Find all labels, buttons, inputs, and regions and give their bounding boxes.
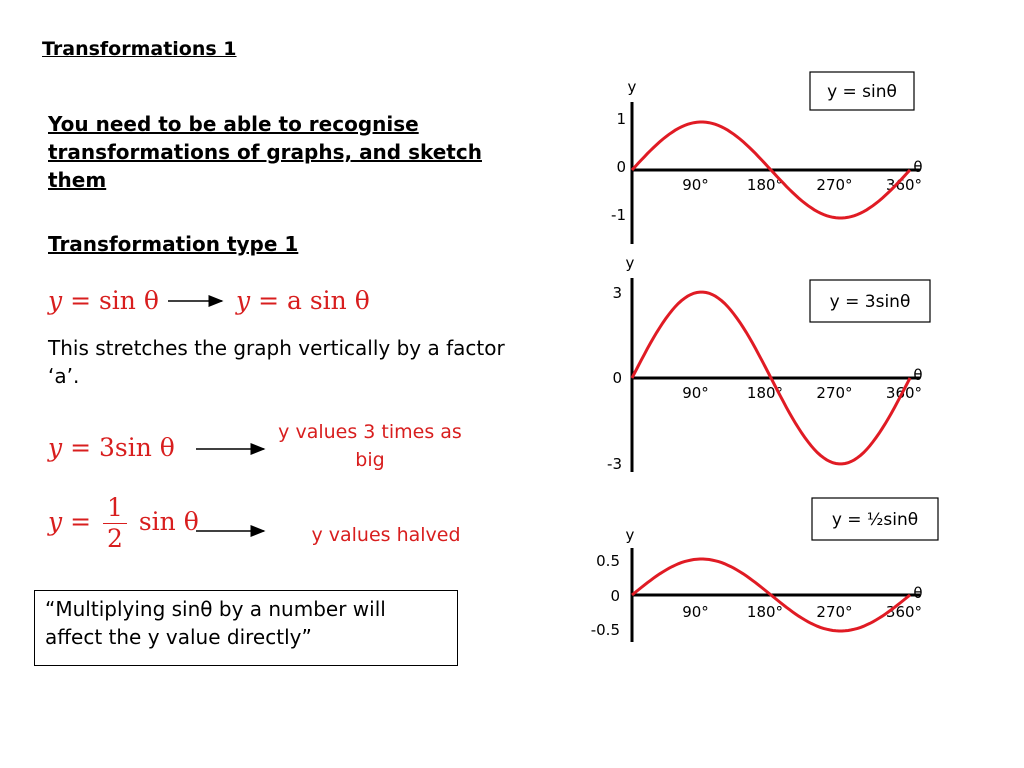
- plot2-x-tick-label: 360°: [885, 384, 923, 402]
- plot3-legend-text: y = ½sinθ: [831, 510, 919, 530]
- equation-half-y: y: [48, 507, 63, 536]
- plot2-x-label: θ: [913, 366, 923, 384]
- equation-three-y: y: [48, 433, 63, 462]
- equation-base-y: y: [48, 286, 63, 315]
- equation-base-rhs: = sin θ: [70, 286, 159, 315]
- equation-target-y: y: [236, 286, 251, 315]
- plot1-y-label: y: [627, 78, 637, 96]
- equation-half-rhs: sin θ: [138, 507, 199, 536]
- plots-group: [591, 72, 938, 642]
- plot1-x-tick-label: 180°: [746, 176, 784, 194]
- description-text: This stretches the graph vertically by a factor ‘a’.: [48, 336, 505, 388]
- plot1-x-label: θ: [913, 158, 923, 176]
- slide-title: Transformations 1: [42, 38, 237, 60]
- plot1-x-tick-label: 360°: [885, 176, 923, 194]
- plot3-x-tick-label: 270°: [816, 603, 853, 621]
- plot3-x-label: θ: [913, 584, 923, 602]
- equation-target-rhs: = a sin θ: [258, 286, 370, 315]
- quote-box: “Multiplying sinθ by a number will affect the y value directly”: [34, 590, 458, 666]
- plot2-y-tick-label: 3: [612, 284, 622, 302]
- plot2-y-tick-label: -3: [607, 455, 622, 473]
- plot1-y-tick-label: -1: [611, 206, 626, 224]
- plot3-y-tick-label: 0.5: [596, 552, 620, 570]
- plot2-x-tick-label: 90°: [682, 384, 709, 402]
- plot1-legend-text: y = sinθ: [827, 82, 897, 102]
- plot3-y-tick-label: -0.5: [590, 621, 620, 639]
- plot1-x-tick-label: 90°: [682, 176, 709, 194]
- plot2-y-label: y: [625, 254, 635, 272]
- plot3-y-tick-label: 0: [610, 587, 620, 605]
- note-three-times: y values 3 times as big: [278, 421, 462, 471]
- plot3-y-label: y: [625, 526, 635, 544]
- plot1-y-tick-label: 0: [616, 158, 626, 176]
- note-halved: y values halved: [311, 524, 461, 546]
- transformation-heading: Transformation type 1: [48, 232, 299, 256]
- plot3-x-tick-label: 90°: [682, 603, 709, 621]
- plot1-x-tick-label: 270°: [816, 176, 853, 194]
- plot2-legend-text: y = 3sinθ: [829, 292, 911, 312]
- plot3-x-tick-label: 360°: [885, 603, 923, 621]
- fraction-numerator: 1: [103, 493, 127, 524]
- plot2-x-tick-label: 180°: [746, 384, 784, 402]
- plot3-x-tick-label: 180°: [746, 603, 784, 621]
- fraction-denominator: 2: [106, 524, 123, 553]
- plot1-y-tick-label: 1: [616, 110, 626, 128]
- plot2-x-tick-label: 270°: [816, 384, 853, 402]
- equation-half-eq: =: [70, 507, 92, 536]
- plot2-y-tick-label: 0: [612, 369, 622, 387]
- intro-text: You need to be able to recognise transformations of graphs, and sketch them: [48, 112, 482, 192]
- equation-three-rhs: = 3sin θ: [70, 433, 175, 462]
